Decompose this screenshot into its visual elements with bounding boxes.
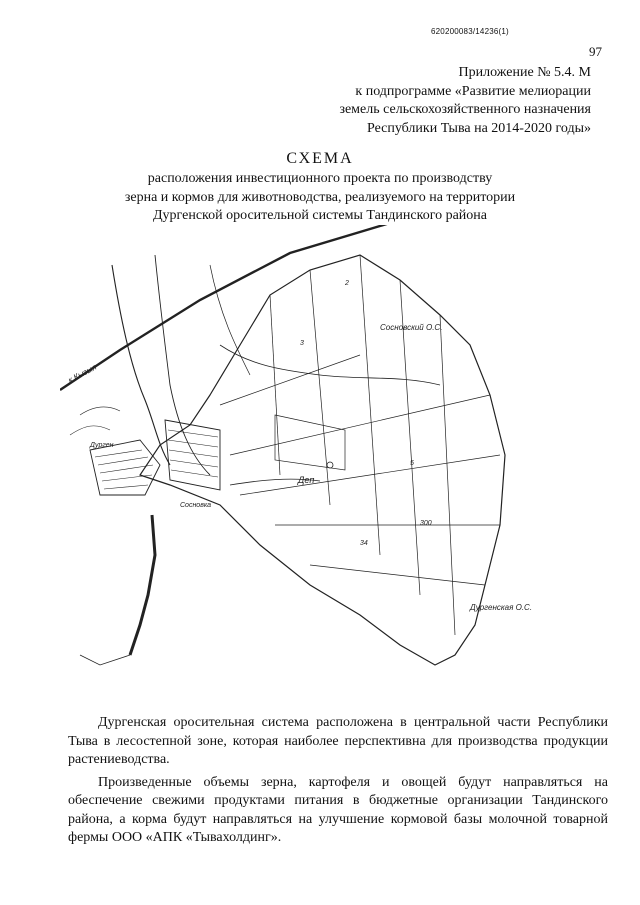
document-id: 620200083/14236(1) — [431, 27, 509, 36]
subtitle-line-1: расположения инвестиционного проекта по производству — [147, 171, 493, 186]
map-label-field-c: 5 — [410, 460, 414, 467]
map-label-field-d: 34 — [360, 540, 368, 547]
map-road — [60, 225, 390, 390]
page-number: 97 — [589, 44, 602, 59]
map-label-field-a: 2 — [345, 280, 349, 287]
map-canal — [220, 345, 440, 385]
subtitle-line-3: Дургенской оросительной системы Тандинского района — [153, 208, 487, 223]
map-hatched-area — [90, 420, 220, 495]
map-label-field-e: 300 — [420, 520, 432, 527]
paragraph-2: Произведенные объемы зерна, картофеля и овощей будут направляться на обеспечение свежими продуктами питания в бюджетные организации Тандинского района, а корма будут направляться на улучшение кормовой базы молочной товарной фермы ООО «АПК «Тывахолдинг». — [68, 774, 608, 845]
appendix-line-4: Республики Тыва на 2014-2020 годы» — [366, 120, 591, 136]
appendix-line-2: к подпрограмме «Развитие мелиорации — [355, 83, 591, 99]
map-marker — [327, 462, 333, 468]
map-field-lines — [220, 255, 500, 635]
map-boundary — [140, 255, 505, 665]
map-label-sosnovka-os: Сосновский О.С. — [380, 323, 443, 332]
body-text — [68, 714, 608, 852]
scheme-title: СХЕМА — [286, 150, 354, 167]
map-label-dep: Деп — [298, 475, 315, 485]
paragraph-1: Дургенская оросительная система расположена в центральной части Республики Тыва в лесостепной зоне, которая наиболее перспективна для производства продукции растениеводства. — [68, 715, 608, 767]
map-label-field-b: 3 — [300, 340, 304, 347]
map-label-sosnovka-village: Сосновка — [180, 502, 212, 509]
map-label-road: к Кызыл — [66, 362, 99, 385]
irrigation-system-map — [60, 225, 580, 695]
map-river — [112, 265, 170, 465]
scheme-subtitle — [0, 170, 640, 226]
subtitle-line-2: зерна и кормов для животноводства, реализуемого на территории — [124, 189, 516, 205]
map-railway — [130, 515, 155, 655]
map-label-durgen-village: Дурген — [90, 442, 114, 449]
map-label-durgen-os: Дургенская О.С. — [470, 603, 533, 612]
appendix-block — [261, 64, 591, 138]
appendix-line-1: Приложение № 5.4. М — [458, 65, 591, 80]
appendix-line-3: земель сельскохозяйственного назначения — [339, 102, 591, 117]
